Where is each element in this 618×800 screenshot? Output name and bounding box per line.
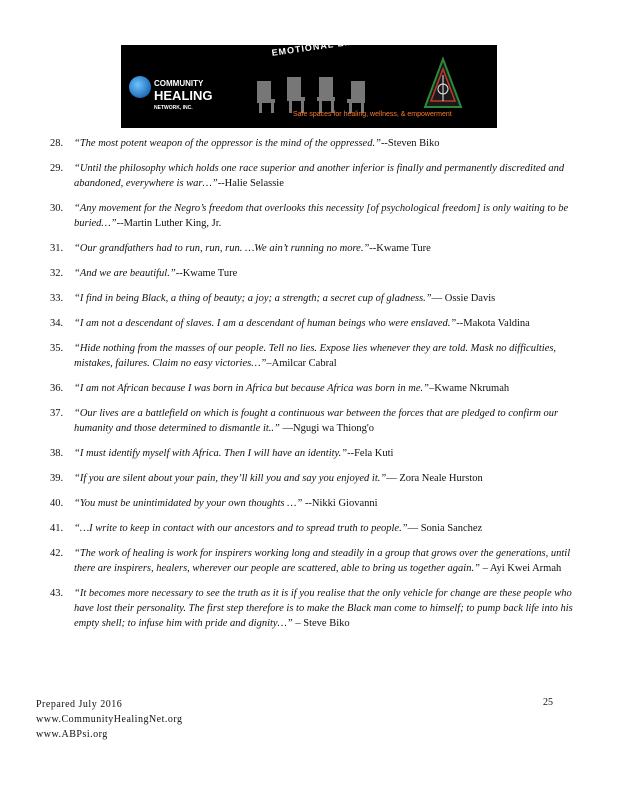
quote-author: — Ossie Davis [431, 293, 496, 304]
quote-author: —Ngugi wa Thiong'o [279, 423, 375, 434]
quote-text: “The most potent weapon of the oppressor is the mind of the oppressed.” [74, 138, 381, 149]
quote-text: “You must be unintimidated by your own thoughts …” [74, 498, 303, 509]
quote-number: 31. [50, 243, 64, 254]
quote-author: – Ayi Kwei Armah [479, 563, 562, 574]
quote-item [50, 316, 590, 331]
quote-author: --Kwame Ture [175, 268, 238, 279]
quote-author: --Nikki Giovanni [302, 498, 378, 509]
logo-line-2: HEALING [154, 88, 213, 103]
quote-number: 34. [50, 318, 64, 329]
quote-item [50, 201, 590, 231]
quote-text: “The work of healing is work for inspirers working long and steadily in a group that grows over the generations, until there are inspirers, healers, wherever our people are scattered, able to bring us together again.” [74, 548, 571, 574]
quote-number: 38. [50, 448, 64, 459]
quote-number: 42. [50, 548, 64, 559]
prepared-date: Prepared July 2016 [36, 699, 123, 710]
quote-item [50, 446, 590, 461]
quote-item [50, 136, 590, 151]
quote-author: – Steve Biko [292, 618, 350, 629]
website-link-community-healing[interactable]: www.CommunityHealingNet.org [36, 714, 183, 725]
quote-text: “If you are silent about your pain, they’ll kill you and say you enjoyed it.” [74, 473, 387, 484]
pyramid-emblem-icon [423, 55, 463, 113]
quote-number: 41. [50, 523, 64, 534]
quote-text: “I find in being Black, a thing of beauty; a joy; a strength; a secret cup of gladness.” [74, 293, 432, 304]
quote-number: 35. [50, 343, 64, 354]
page-number: 25 [543, 697, 553, 708]
quote-number: 39. [50, 473, 64, 484]
quote-item [50, 241, 590, 256]
quote-author: –Amilcar Cabral [266, 358, 337, 369]
quote-author: --Steven Biko [380, 138, 440, 149]
quote-number: 29. [50, 163, 64, 174]
quote-number: 30. [50, 203, 64, 214]
quote-item [50, 471, 590, 486]
quote-item [50, 161, 590, 191]
quote-item [50, 381, 590, 396]
quote-text: “…I write to keep in contact with our ancestors and to spread truth to people.” [74, 523, 408, 534]
quote-number: 28. [50, 138, 64, 149]
footer-info [36, 697, 183, 742]
banner-subtitle: Safe spaces for healing, wellness, & empowerment [293, 111, 452, 118]
banner-arc-title: EMOTIONAL EMANCIPATION CIRCLES [271, 20, 467, 58]
quote-number: 40. [50, 498, 64, 509]
quote-text: “I must identify myself with Africa. Then I will have an identity.” [74, 448, 348, 459]
quote-text: “It becomes more necessary to see the truth as it is if you realise that the only vehicle for change are these people who have lost their personality. The first step therefore is to make the Black man come to himself; to pump back life into his empty shell; to infuse him with pride and dignity…” [74, 588, 573, 629]
website-link-abpsi[interactable]: www.ABPsi.org [36, 729, 108, 740]
quote-text: “Our grandfathers had to run, run, run. …We ain’t running no more.” [74, 243, 370, 254]
quote-text: “And we are beautiful.” [74, 268, 176, 279]
quote-author: --Fela Kuti [347, 448, 394, 459]
quote-item [50, 546, 590, 576]
quote-text: “Any movement for the Negro’s freedom that overlooks this necessity [of psychological freedom] is only waiting to be buried…” [74, 203, 569, 229]
logo-line-1: COMMUNITY [154, 79, 204, 88]
quote-author: --Halie Selassie [217, 178, 284, 189]
quote-item [50, 341, 590, 371]
logo-line-3: NETWORK, INC. [154, 105, 193, 111]
quote-item [50, 266, 590, 281]
quote-text: “I am not a descendant of slaves. I am a descendant of human beings who were enslaved.” [74, 318, 457, 329]
quote-author: — Sonia Sanchez [407, 523, 483, 534]
quote-item [50, 496, 590, 511]
quote-text: “I am not African because I was born in Africa but because Africa was born in me.” [74, 383, 429, 394]
quote-number: 37. [50, 408, 64, 419]
quote-author: --Makota Valdina [456, 318, 530, 329]
quote-item [50, 291, 590, 306]
quote-author: –Kwame Nkrumah [428, 383, 510, 394]
quote-number: 43. [50, 588, 64, 599]
quote-item [50, 586, 590, 631]
quote-author: --Kwame Ture [369, 243, 431, 254]
quote-item [50, 521, 590, 536]
quote-list [50, 136, 590, 641]
quote-text: “Hide nothing from the masses of our people. Tell no lies. Expose lies whenever they are told. Mask no difficulties, mistakes, failures. Claim no easy victories…” [74, 343, 557, 369]
quote-author: --Martin Luther King, Jr. [116, 218, 222, 229]
header-banner [121, 20, 497, 128]
quote-item [50, 406, 590, 436]
quote-author: — Zora Neale Hurston [386, 473, 483, 484]
quote-number: 36. [50, 383, 64, 394]
quote-text: “Until the philosophy which holds one race superior and another inferior is finally and permanently discredited and abandoned, everywhere is war…” [74, 163, 565, 189]
quote-number: 33. [50, 293, 64, 304]
quote-number: 32. [50, 268, 64, 279]
community-healing-logo [154, 79, 213, 113]
globe-icon [129, 76, 151, 98]
quote-text: “Our lives are a battlefield on which is fought a continuous war between the forces that are pledged to confirm our humanity and those determined to dismantle it..” [74, 408, 559, 434]
